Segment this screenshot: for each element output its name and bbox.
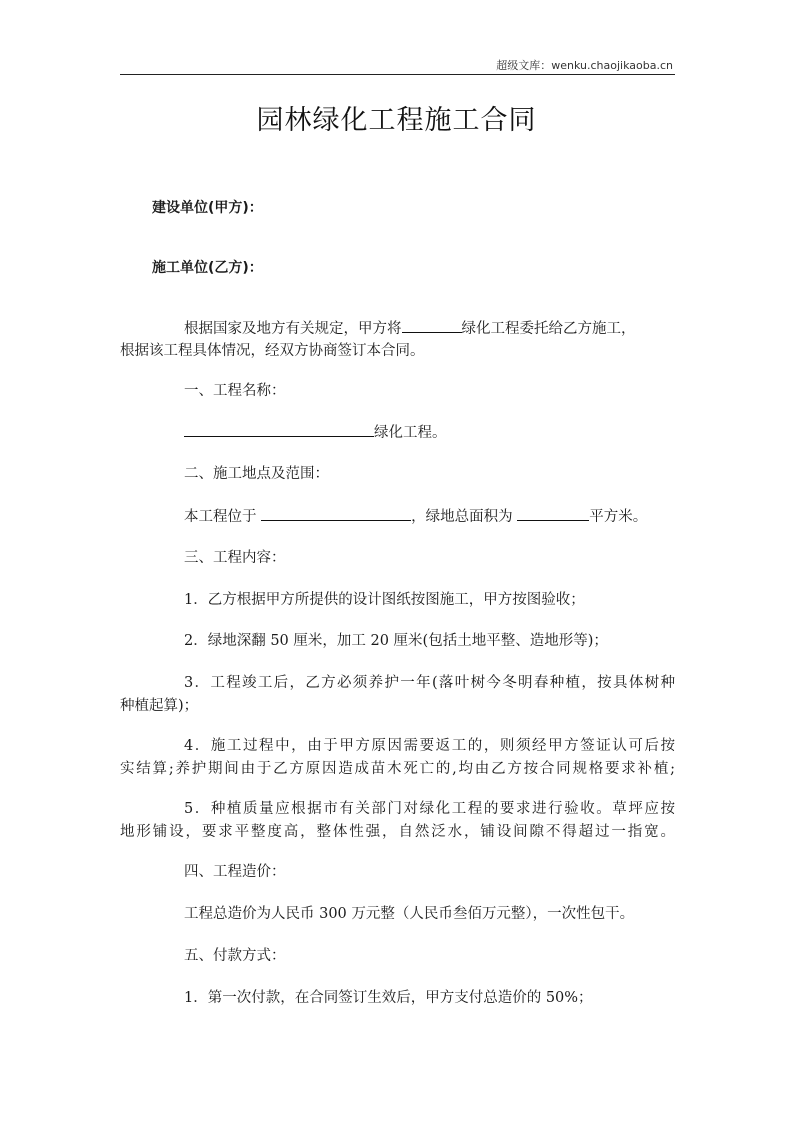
section-3-item-2: 2．绿地深翻 50 厘米，加工 20 厘米(包括土地平整、造地形等)； <box>184 633 608 649</box>
section-3-item-5-line-1: 5．种植质量应根据市有关部门对绿化工程的要求进行验收。草坪应按 <box>184 801 675 817</box>
section-3-item-4-line-2: 实结算;养护期间由于乙方原因造成苗木死亡的,均由乙方按合同规格要求补植; <box>120 761 675 777</box>
document-title: 园林绿化工程施工合同 <box>256 105 537 136</box>
section-5-item-1: 1．第一次付款，在合同签订生效后，甲方支付总造价的 50%； <box>184 990 593 1006</box>
intro-line-1 <box>120 316 739 341</box>
party-a-label: 建设单位(甲方)： <box>152 200 263 216</box>
location-prefix: 本工程位于 <box>184 509 257 525</box>
section-1-body <box>120 420 739 445</box>
section-4-heading: 四、工程造价： <box>184 864 286 880</box>
section-5-heading: 五、付款方式： <box>184 948 286 964</box>
location-blank[interactable] <box>261 504 411 521</box>
area-mid: ，绿地总面积为 <box>411 509 513 525</box>
section-1-heading: 一、工程名称： <box>184 383 286 399</box>
area-blank[interactable] <box>517 504 589 521</box>
section-3-item-3-line-2: 种植起算)； <box>120 698 199 714</box>
section-1-suffix: 绿化工程。 <box>374 425 447 441</box>
intro-text-before: 根据国家及地方有关规定，甲方将 <box>184 321 402 337</box>
intro-text-after: 绿化工程委托给乙方施工， <box>461 321 636 337</box>
section-3-item-4-line-1: 4．施工过程中，由于甲方原因需要返工的，则须经甲方签证认可后按 <box>184 738 675 754</box>
section-3-item-1: 1．乙方根据甲方所提供的设计图纸按图施工，甲方按图验收； <box>184 592 585 608</box>
section-3-heading: 三、工程内容： <box>184 550 286 566</box>
section-2-heading: 二、施工地点及范围： <box>184 466 329 482</box>
section-2-body <box>120 504 739 529</box>
engineering-name-blank[interactable] <box>184 420 374 437</box>
header-site-label: 超级文库：wenku.chaojikaoba.cn <box>496 59 673 72</box>
intro-line-2: 根据该工程具体情况，经双方协商签订本合同。 <box>120 343 425 359</box>
section-3-item-5-line-2: 地形铺设，要求平整度高，整体性强，自然泛水，铺设间隙不得超过一指宽。 <box>120 824 675 840</box>
party-b-label: 施工单位(乙方)： <box>152 260 263 276</box>
project-name-blank[interactable] <box>402 316 462 333</box>
section-3-item-3-line-1: 3．工程竣工后，乙方必须养护一年(落叶树今冬明春种植，按具体树种 <box>184 675 675 691</box>
header-divider <box>120 74 675 75</box>
area-suffix: 平方米。 <box>589 509 648 525</box>
section-4-body: 工程总造价为人民币 300 万元整（人民币叁佰万元整），一次性包干。 <box>184 906 635 922</box>
